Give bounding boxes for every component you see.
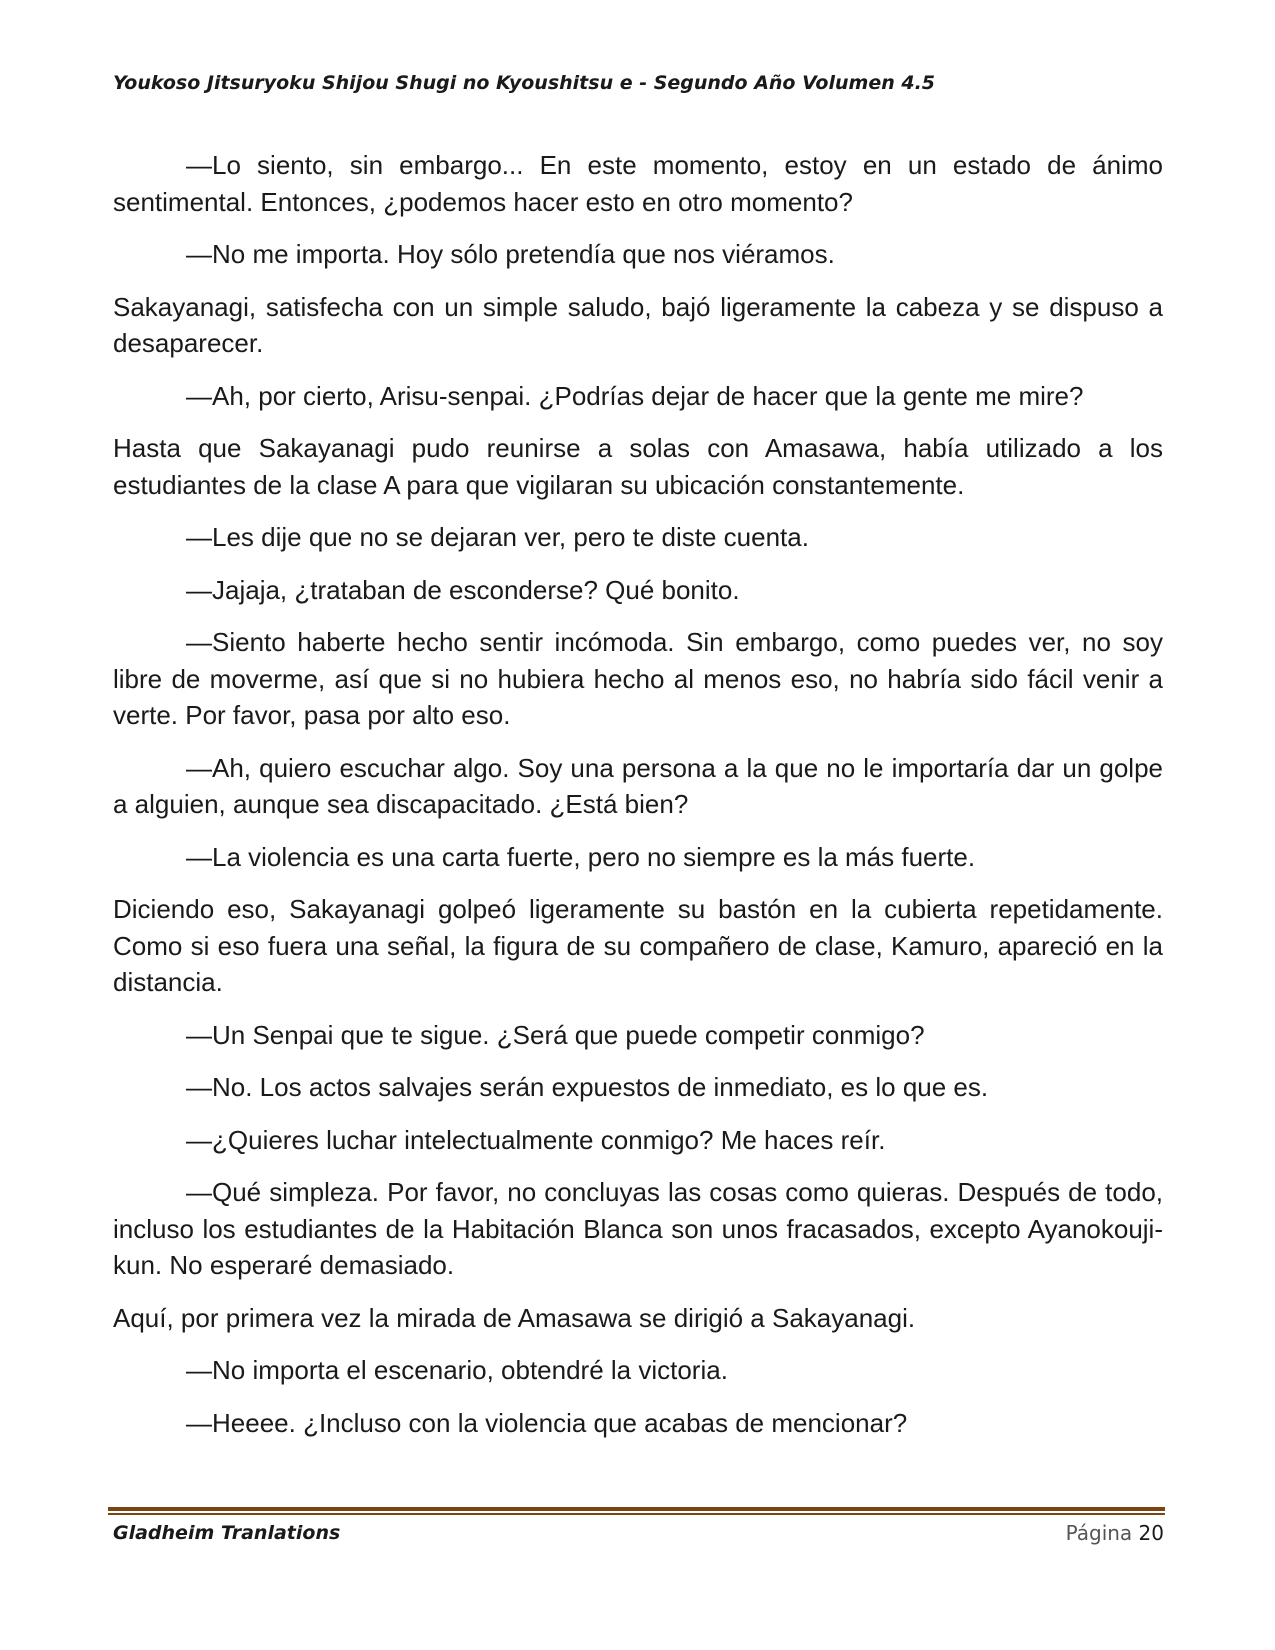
- paragraph: —No. Los actos salvajes serán expuestos de inmediato, es lo que es.: [186, 1072, 989, 1102]
- paragraph: —Ah, quiero escuchar algo. Soy una persona a la que no le importaría dar un golpe a alguien, aunque sea discapacitado. ¿Está bien?: [113, 752, 1163, 819]
- paragraph: Sakayanagi, satisfecha con un simple saludo, bajó ligeramente la cabeza y se dispuso a desaparecer.: [113, 291, 1163, 358]
- paragraph: —Lo siento, sin embargo... En este momento, estoy en un estado de ánimo sentimental. Entonces, ¿podemos hacer esto en otro momento?: [113, 150, 1163, 217]
- paragraph: —Ah, por cierto, Arisu-senpai. ¿Podrías dejar de hacer que la gente me mire?: [186, 380, 1084, 411]
- paragraph: —Siento haberte hecho sentir incómoda. Sin embargo, como puedes ver, no soy libre de moverme, así que si no hubiera hecho al menos eso, no habría sido fácil venir a verte. Por favor, pasa por alto eso.: [113, 627, 1163, 730]
- paragraph: Hasta que Sakayanagi pudo reunirse a solas con Amasawa, había utilizado a los estudiantes de la clase A para que vigilaran su ubicación constantemente.: [113, 433, 1163, 500]
- paragraph: —Les dije que no se dejaran ver, pero te diste cuenta.: [186, 522, 809, 552]
- body-text: [113, 147, 1163, 1457]
- paragraph: —La violencia es una carta fuerte, pero no siempre es la más fuerte.: [186, 841, 976, 872]
- paragraph: Aquí, por primera vez la mirada de Amasawa se dirigió a Sakayanagi.: [113, 1302, 916, 1333]
- page-label: Página: [1065, 1521, 1133, 1545]
- paragraph: —Heeee. ¿Incluso con la violencia que acabas de mencionar?: [186, 1407, 908, 1438]
- paragraph: —Un Senpai que te sigue. ¿Será que puede competir conmigo?: [186, 1019, 925, 1050]
- paragraph: —No importa el escenario, obtendré la victoria.: [186, 1355, 728, 1385]
- footer-credit: Gladheim Tranlations: [113, 1522, 341, 1544]
- running-header: Youkoso Jitsuryoku Shijou Shugi no Kyoushitsu e - Segundo Año Volumen 4.5: [113, 72, 936, 94]
- page-number-label: [1066, 1521, 1164, 1545]
- paragraph: Diciendo eso, Sakayanagi golpeó ligeramente su bastón en la cubierta repetidamente. Como si eso fuera una señal, la figura de su compañero de clase, Kamuro, apareció en la distancia.: [113, 894, 1163, 997]
- page-number: 20: [1138, 1521, 1164, 1545]
- footer-divider-thin: [108, 1513, 1165, 1515]
- paragraph: —Qué simpleza. Por favor, no concluyas las cosas como quieras. Después de todo, incluso los estudiantes de la Habitación Blanca son unos fracasados, excepto Ayanokouji-kun. No esperaré demasiado.: [113, 1177, 1163, 1280]
- footer-divider: [108, 1507, 1165, 1515]
- paragraph: —Jajaja, ¿trataban de esconderse? Qué bonito.: [186, 574, 740, 605]
- paragraph: —¿Quieres luchar intelectualmente conmigo? Me haces reír.: [186, 1124, 886, 1155]
- paragraph: —No me importa. Hoy sólo pretendía que nos viéramos.: [186, 239, 835, 269]
